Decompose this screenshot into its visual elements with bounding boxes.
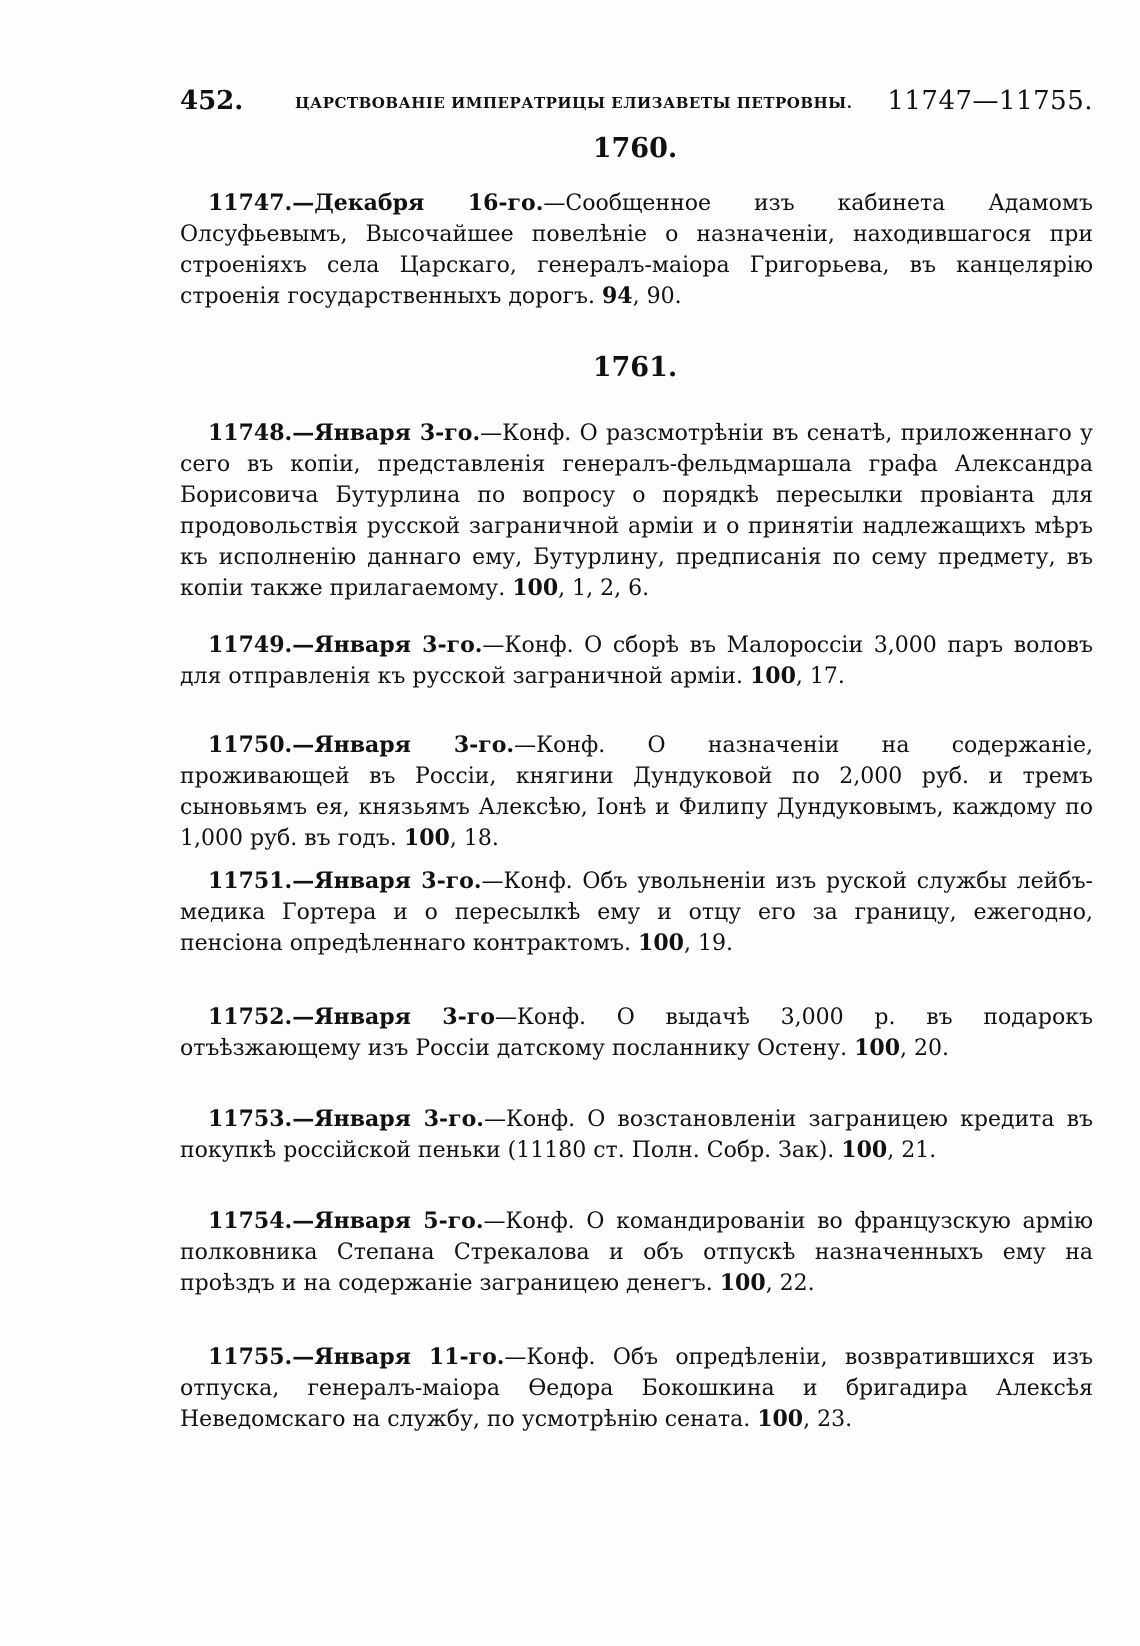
entry-pages: , 19. — [683, 931, 733, 956]
entry-pages: , 90. — [632, 284, 682, 309]
entry-source: 94 — [601, 283, 633, 309]
entry-text: —Конф. О назначеніи на содержаніе, проживающей въ Россіи, княгини Дундуковой по 2,000 руб. и тремъ сыновьямъ ея, князьямъ Алексѣю, Іонѣ и Филипу Дундуковымъ, каждому по 1,000 руб. въ годъ. — [180, 733, 1094, 851]
entry-date: —Декабря 16-го. — [292, 190, 544, 216]
entry-date: —Января 3-го. — [292, 732, 515, 758]
entry-number: 11752. — [208, 1004, 293, 1030]
entry-pages: , 23. — [803, 1407, 853, 1432]
entry-source: 100 — [403, 825, 450, 851]
entry-source: 100 — [512, 575, 559, 601]
running-header — [180, 86, 1093, 126]
entry-source: 100 — [757, 1406, 804, 1432]
entry-range: 11747—11755. — [887, 86, 1093, 116]
entry-number: 11755. — [208, 1344, 293, 1370]
entry-11749 — [180, 630, 1093, 692]
entry-11754 — [180, 1206, 1093, 1299]
entry-11750 — [180, 730, 1093, 854]
entry-source: 100 — [841, 1137, 888, 1163]
entry-date: —Января 3-го — [292, 1004, 495, 1030]
year-heading-1761: 1761. — [592, 352, 678, 383]
entry-text: —Конф. О командированіи во французскую армію полковника Степана Стрекалова и объ отпускѣ назначенныхъ ему на проѣздъ и на содержаніе заграницею денегъ. — [180, 1209, 1093, 1296]
entry-text: —Конф. Объ увольненіи изъ руской службы лейбъ-медика Гортера и о пересылкѣ ему и отцу его за границу, ежегодно, пенсіона опредѣленнаго контрактомъ. — [180, 869, 1093, 956]
entry-pages: , 18. — [449, 826, 499, 851]
entry-text: —Сообщенное изъ кабинета Адамомъ Олсуфьевымъ, Высочайшее повелѣніе о назначеніи, находившагося при строеніяхъ села Царскаго, генералъ-маіора Григорьева, въ канцелярію строенія государственныхъ дорогъ. — [180, 191, 1093, 309]
entry-date: —Января 3-го. — [292, 632, 483, 658]
entry-pages: , 20. — [900, 1036, 950, 1061]
entry-pages: , 17. — [795, 664, 845, 689]
entry-number: 11751. — [208, 868, 293, 894]
entry-pages: , 22. — [765, 1271, 815, 1296]
entry-text: —Конф. О возстановленіи заграницею кредита въ покупкѣ россійской пеньки (11180 ст. Полн. Собр. Зак). — [180, 1107, 1093, 1163]
entry-number: 11747. — [208, 190, 293, 216]
entry-pages: , 21. — [887, 1138, 937, 1163]
entry-text: —Конф. О разсмотрѣніи въ сенатѣ, приложеннаго у сего въ копіи, представленія генералъ-фельдмаршала графа Александра Борисовича Бутурлина по вопросу о порядкѣ пересылки провіанта для продовольствія русской заграничной арміи и о принятіи надлежащихъ мѣръ къ исполненію даннаго ему, Бутурлину, предписанія по сему предмету, въ копіи также прилагаемому. — [180, 421, 1094, 601]
entry-11755 — [180, 1342, 1093, 1435]
entry-text: —Конф. О выдачѣ 3,000 р. въ подарокъ отъѣзжающему изъ Россіи датскому посланнику Остену. — [180, 1005, 1093, 1061]
year-heading-1760: 1760. — [592, 133, 678, 164]
entry-source: 100 — [854, 1035, 901, 1061]
entry-number: 11750. — [208, 732, 293, 758]
entry-11747 — [180, 188, 1093, 312]
entry-source: 100 — [638, 930, 684, 956]
entry-date: —Января 3-го. — [292, 420, 481, 446]
entry-number: 11748. — [208, 420, 293, 446]
page-number: 452. — [180, 86, 244, 116]
entry-11751 — [180, 866, 1093, 959]
entry-date: —Января 3-го. — [292, 1106, 484, 1132]
entry-source: 100 — [719, 1270, 766, 1296]
running-title: ЦАРСТВОВАНІЕ ИМПЕРАТРИЦЫ ЕЛИЗАВЕТЫ ПЕТРОВНЫ. — [295, 94, 853, 112]
entry-source: 100 — [749, 663, 796, 689]
entry-number: 11749. — [208, 632, 293, 658]
entry-text: —Конф. О сборѣ въ Малороссіи 3,000 паръ воловъ для отправленія къ русской заграничной арміи. — [180, 633, 1094, 689]
entry-11753 — [180, 1104, 1093, 1166]
entry-number: 11754. — [208, 1208, 293, 1234]
entry-pages: , 1, 2, 6. — [558, 576, 650, 601]
entry-date: —Января 5-го. — [292, 1208, 484, 1234]
entry-text: —Конф. Объ опредѣленіи, возвратившихся изъ отпуска, генералъ-маіора Ѳедора Бокошкина и бригадира Алексѣя Неведомскаго на службу, по усмотрѣнію сената. — [180, 1345, 1093, 1432]
entry-number: 11753. — [208, 1106, 293, 1132]
entry-11748 — [180, 418, 1093, 604]
entry-date: —Января 3-го. — [292, 868, 482, 894]
entry-11752 — [180, 1002, 1093, 1064]
entry-date: —Января 11-го. — [292, 1344, 505, 1370]
